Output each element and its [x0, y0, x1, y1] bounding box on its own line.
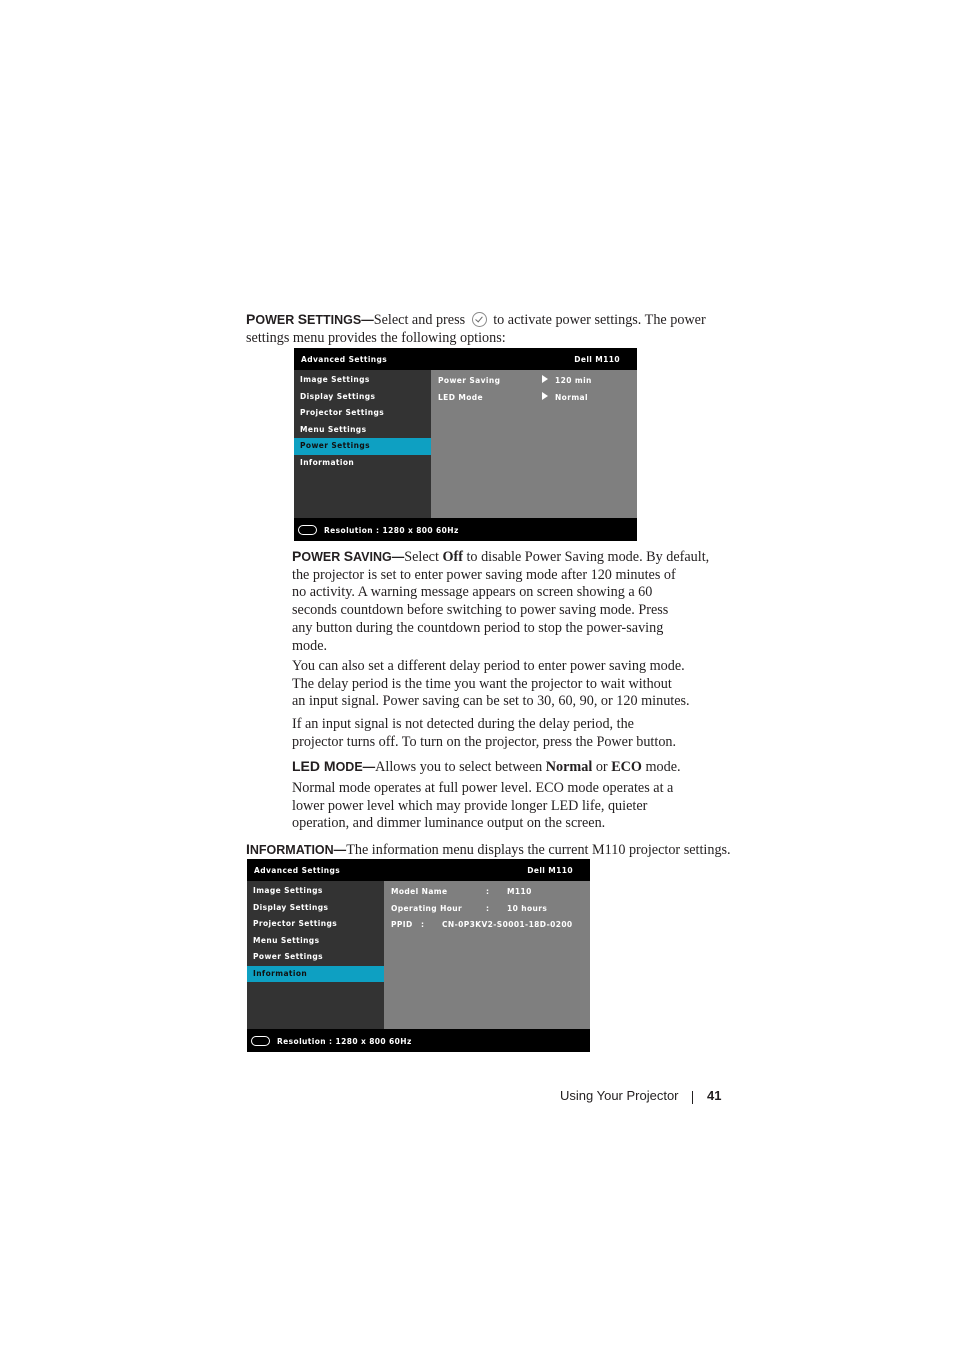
- osd-footer: [247, 1030, 590, 1052]
- osd-menu-image-settings: Image Settings: [300, 375, 370, 384]
- delay-line: The delay period is the time you want the projector to wait without: [292, 675, 672, 692]
- led-mode-text-3: mode.: [641, 759, 681, 775]
- osd-colon: :: [421, 920, 425, 929]
- osd-title: Advanced Settings: [301, 355, 388, 364]
- information-osd-screenshot: [247, 859, 590, 1052]
- chevron-right-icon: [542, 392, 548, 400]
- led-mode-paragraph: [292, 758, 712, 777]
- osd-title: Advanced Settings: [254, 866, 341, 875]
- footer-separator: [692, 1091, 693, 1104]
- select-check-icon: [472, 312, 487, 327]
- delay-line: an input signal. Power saving can be set to 30, 60, 90, or 120 minutes.: [292, 693, 690, 710]
- osd-menu-display-settings: Display Settings: [253, 902, 329, 912]
- information-heading: INFORMATION—: [246, 841, 347, 857]
- eco-keyword: ECO: [611, 759, 642, 775]
- power-settings-paragraph: [246, 311, 726, 347]
- osd-option-power-saving-value: 120 min: [555, 376, 592, 385]
- osd-menu-projector-settings: Projector Settings: [253, 919, 338, 928]
- osd-footer: [294, 519, 637, 541]
- osd-info-panel: [384, 881, 590, 1029]
- power-settings-text-1: Select and press: [373, 312, 466, 328]
- power-saving-text-2: to disable Power Saving mode. By default,: [462, 549, 710, 565]
- osd-menu-menu-settings: Menu Settings: [253, 935, 320, 945]
- delay-period-paragraph: [292, 658, 712, 711]
- signal-line: projector turns off. To turn on the projector, press the Power button.: [292, 733, 677, 750]
- osd-menu-power-settings: Power Settings: [253, 952, 323, 961]
- osd-ppid-label: PPID: [391, 920, 413, 929]
- osd-model-name-value: M110: [507, 887, 532, 896]
- osd-option-led-mode-value: Normal: [555, 393, 588, 402]
- osd-menu-image-settings: Image Settings: [253, 886, 323, 895]
- power-saving-heading: POWER SAVING—: [292, 548, 405, 564]
- power-saving-line: the projector is set to enter power saving mode after 120 minutes of: [292, 566, 676, 583]
- normal-line: Normal mode operates at full power level. ECO mode operates at a: [292, 780, 674, 796]
- normal-mode-paragraph: [292, 780, 712, 833]
- osd-operating-hour-label: Operating Hour: [391, 904, 463, 913]
- power-saving-paragraph: [292, 548, 712, 655]
- led-mode-text-1: Allows you to select between: [375, 759, 546, 775]
- footer-section-title: Using Your Projector: [560, 1088, 679, 1103]
- osd-resolution: Resolution : 1280 x 800 60Hz: [277, 1037, 412, 1046]
- osd-ppid-value: CN-0P3KV2-S0001-18D-0200: [442, 920, 573, 929]
- osd-model: Dell M110: [574, 355, 620, 364]
- dell-logo-icon: [251, 1036, 270, 1046]
- off-keyword: Off: [442, 549, 463, 565]
- osd-menu-projector-settings: Projector Settings: [300, 408, 385, 417]
- osd-menu-information: Information: [247, 966, 384, 983]
- delay-line: You can also set a different delay period to enter power saving mode.: [292, 658, 685, 674]
- power-settings-text-3: settings menu provides the following options:: [246, 329, 506, 346]
- power-saving-line: any button during the countdown period to stop the power-saving: [292, 619, 664, 636]
- page-number: 41: [707, 1088, 722, 1103]
- power-saving-line: seconds countdown before switching to power saving mode. Press: [292, 602, 669, 619]
- input-signal-paragraph: [292, 716, 712, 751]
- power-settings-heading: POWER SETTINGS—: [246, 311, 374, 327]
- osd-model-name-label: Model Name: [391, 887, 448, 896]
- osd-header: [247, 859, 590, 881]
- normal-line: lower power level which may provide longer LED life, quieter: [292, 797, 648, 814]
- osd-colon: :: [486, 887, 490, 896]
- normal-keyword: Normal: [545, 759, 593, 775]
- led-mode-heading: LED MODE—: [292, 758, 376, 774]
- power-settings-text-2: to activate power settings. The power: [493, 312, 706, 328]
- osd-colon: :: [486, 904, 490, 913]
- normal-line: operation, and dimmer luminance output on the screen.: [292, 815, 606, 832]
- power-saving-line: mode.: [292, 637, 328, 654]
- osd-options-panel: [431, 370, 637, 518]
- osd-menu-power-settings: Power Settings: [294, 438, 431, 455]
- osd-option-power-saving-label: Power Saving: [438, 376, 501, 385]
- osd-menu-list: [294, 370, 431, 518]
- osd-operating-hour-value: 10 hours: [507, 904, 548, 913]
- osd-resolution: Resolution : 1280 x 800 60Hz: [324, 526, 459, 535]
- osd-menu-display-settings: Display Settings: [300, 391, 376, 401]
- power-saving-line: no activity. A warning message appears on screen showing a 60: [292, 584, 653, 601]
- osd-menu-menu-settings: Menu Settings: [300, 424, 367, 434]
- information-paragraph: [246, 841, 746, 860]
- information-text: The information menu displays the current M110 projector settings.: [346, 842, 731, 858]
- osd-menu-list: [247, 881, 384, 1029]
- signal-line: If an input signal is not detected during the delay period, the: [292, 716, 634, 732]
- osd-option-led-mode-label: LED Mode: [438, 393, 484, 402]
- dell-logo-icon: [298, 525, 317, 535]
- chevron-right-icon: [542, 375, 548, 383]
- osd-model: Dell M110: [527, 866, 573, 875]
- osd-header: [294, 348, 637, 370]
- power-saving-text-1: Select: [404, 549, 443, 565]
- led-mode-text-2: or: [592, 759, 612, 775]
- power-settings-osd-screenshot: [294, 348, 637, 541]
- osd-menu-information: Information: [300, 457, 355, 467]
